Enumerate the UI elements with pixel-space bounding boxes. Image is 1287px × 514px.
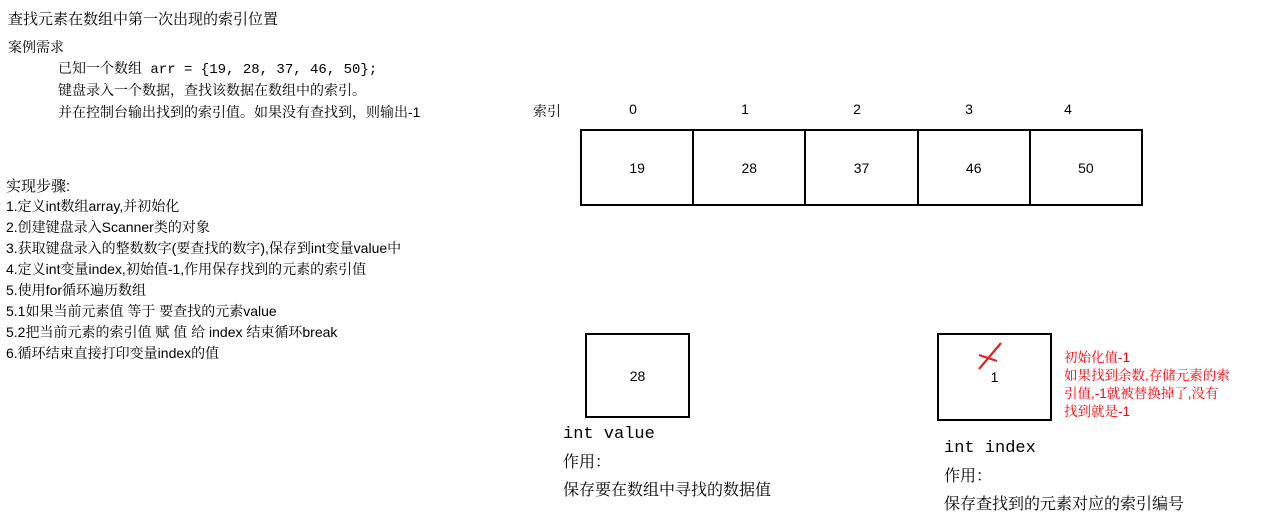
step-line: 1.定义int数组array,并初始化 [6, 198, 180, 214]
page-title: 查找元素在数组中第一次出现的索引位置 [8, 11, 279, 28]
array-cell: 46 [919, 131, 1031, 204]
array-cell: 28 [694, 131, 806, 204]
value-variable-declaration: int value [563, 425, 655, 444]
value-variable-box: 28 [585, 333, 690, 418]
requirement-line: 已知一个数组 arr = {19, 28, 37, 46, 50}; [58, 62, 378, 78]
index-variable-declaration: int index [944, 439, 1036, 458]
step-line: 4.定义int变量index,初始值-1,作用保存找到的元素的索引值 [6, 261, 367, 277]
index-variable-role-label: 作用： [944, 468, 993, 485]
requirement-line: 并在控制台输出找到的索引值。如果没有查找到，则输出-1 [58, 104, 421, 120]
strikethrough-icon [975, 341, 1005, 371]
value-variable-description: 保存要在数组中寻找的数据值 [563, 482, 772, 499]
array-index-number: 2 [853, 101, 861, 117]
steps-heading: 实现步骤: [6, 178, 71, 195]
red-annotation-line: 引值,-1就被替换掉了,没有 [1064, 386, 1219, 401]
red-annotation-line: 初始化值-1 [1064, 350, 1131, 365]
requirement-line: 键盘录入一个数据，查找该数据在数组中的索引。 [58, 82, 366, 98]
value-variable-role-label: 作用： [563, 454, 612, 471]
step-line: 5.1如果当前元素值 等于 要查找的元素value [6, 303, 277, 319]
requirements-heading: 案例需求 [8, 39, 64, 55]
array-cell: 37 [806, 131, 918, 204]
array-diagram [580, 129, 1143, 206]
step-line: 5.使用for循环遍历数组 [6, 282, 147, 298]
red-annotation-line: 找到就是-1 [1064, 404, 1131, 419]
index-variable-box [937, 333, 1052, 421]
array-index-number: 1 [741, 101, 749, 117]
index-variable-value: 1 [990, 369, 999, 385]
red-annotation-line: 如果找到余数,存储元素的索 [1064, 368, 1230, 383]
step-line: 3.获取键盘录入的整数数字(要查找的数字),保存到int变量value中 [6, 240, 402, 256]
array-index-number: 0 [629, 101, 637, 117]
step-line: 2.创建键盘录入Scanner类的对象 [6, 219, 210, 235]
step-line: 6.循环结束直接打印变量index的值 [6, 345, 220, 361]
index-variable-description: 保存查找到的元素对应的索引编号 [944, 496, 1185, 513]
step-line: 5.2把当前元素的索引值 赋 值 给 index 结束循环break [6, 324, 338, 340]
array-index-number: 4 [1064, 101, 1072, 117]
array-index-number: 3 [965, 101, 973, 117]
array-cell: 50 [1078, 159, 1094, 176]
array-index-label: 索引 [533, 103, 561, 119]
array-cell: 19 [582, 131, 694, 204]
